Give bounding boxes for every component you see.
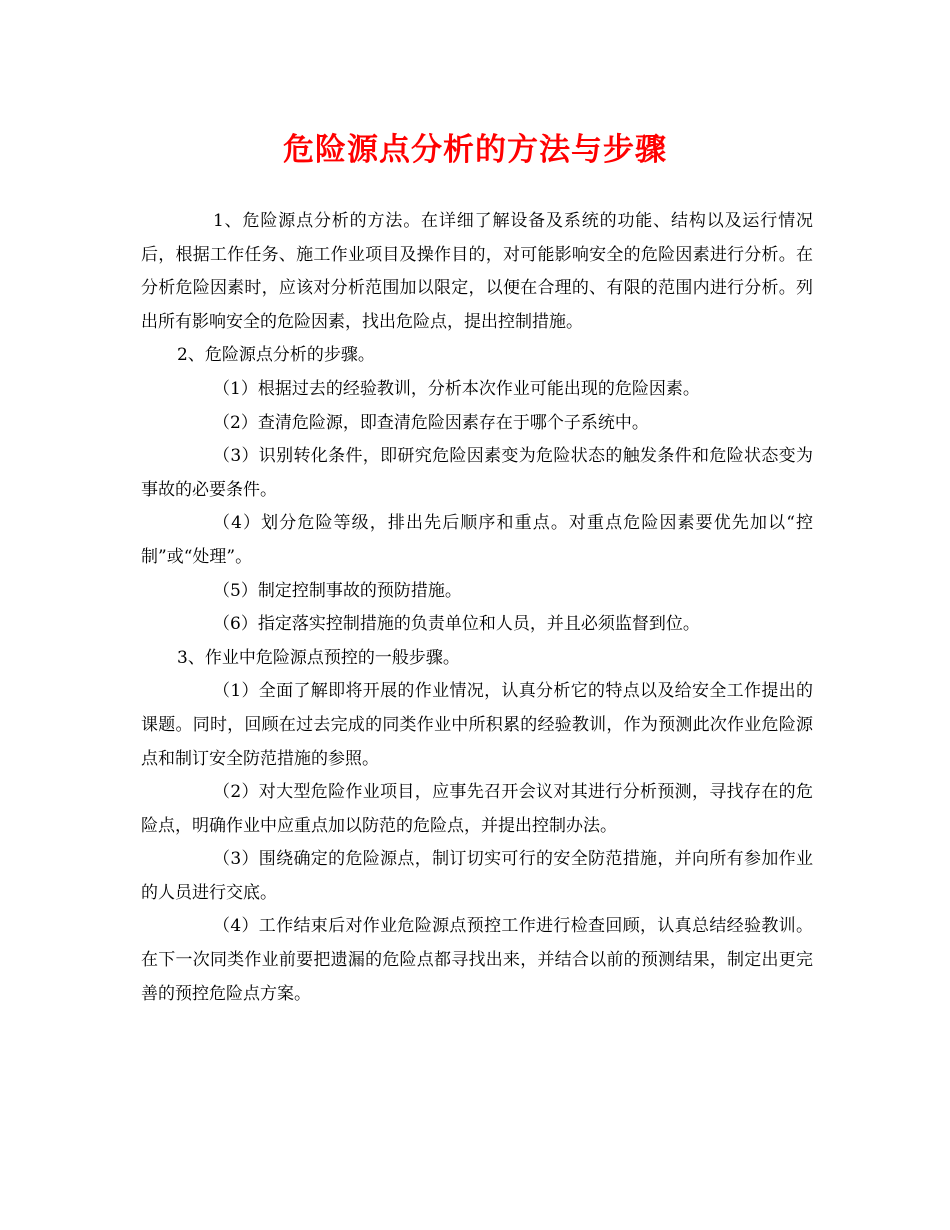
document-body bbox=[141, 205, 813, 1011]
paragraph-section-1: 1、危险源点分析的方法。在详细了解设备及系统的功能、结构以及运行情况后，根据工作任务、施工作业项目及操作目的，对可能影响安全的危险因素进行分析。在分析危险因素时，应该对分析范围加以限定，以便在合理的、有限的范围内进行分析。列出所有影响安全的危险因素，找出危险点，提出控制措施。 bbox=[141, 211, 813, 332]
paragraph-step-2-3: （3）识别转化条件，即研究危险因素变为危险状态的触发条件和危险状态变为事故的必要条件。 bbox=[141, 446, 813, 500]
paragraph-section-3-heading: 3、作业中危险源点预控的一般步骤。 bbox=[177, 647, 460, 668]
paragraph-step-2-4: （4）划分危险等级，排出先后顺序和重点。对重点危险因素要优先加以“控制”或“处理”。 bbox=[141, 513, 813, 567]
paragraph-step-3-1: （1）全面了解即将开展的作业情况，认真分析它的特点以及给安全工作提出的课题。同时，回顾在过去完成的同类作业中所积累的经验教训，作为预测此次作业危险源点和制订安全防范措施的参照。 bbox=[141, 681, 813, 769]
paragraph-step-2-5: （5）制定控制事故的预防措施。 bbox=[213, 580, 462, 601]
paragraph-section-2-heading: 2、危险源点分析的步骤。 bbox=[177, 345, 375, 366]
paragraph-step-3-3: （3）围绕确定的危险源点，制订切实可行的安全防范措施，并向所有参加作业的人员进行交底。 bbox=[141, 849, 813, 903]
document-title: 危险源点分析的方法与步骤 bbox=[283, 132, 667, 168]
paragraph-step-2-6: （6）指定落实控制措施的负责单位和人员，并且必须监督到位。 bbox=[213, 614, 700, 635]
paragraph-step-2-2: （2）查清危险源，即查清危险因素存在于哪个子系统中。 bbox=[213, 412, 649, 433]
paragraph-step-2-1: （1）根据过去的经验教训，分析本次作业可能出现的危险因素。 bbox=[213, 378, 700, 399]
paragraph-step-3-2: （2）对大型危险作业项目，应事先召开会议对其进行分析预测，寻找存在的危险点，明确作业中应重点加以防范的危险点，并提出控制办法。 bbox=[141, 782, 813, 836]
paragraph-step-3-4: （4）工作结束后对作业危险源点预控工作进行检查回顾，认真总结经验教训。在下一次同类作业前要把遗漏的危险点都寻找出来，并结合以前的预测结果，制定出更完善的预控危险点方案。 bbox=[141, 916, 813, 1004]
